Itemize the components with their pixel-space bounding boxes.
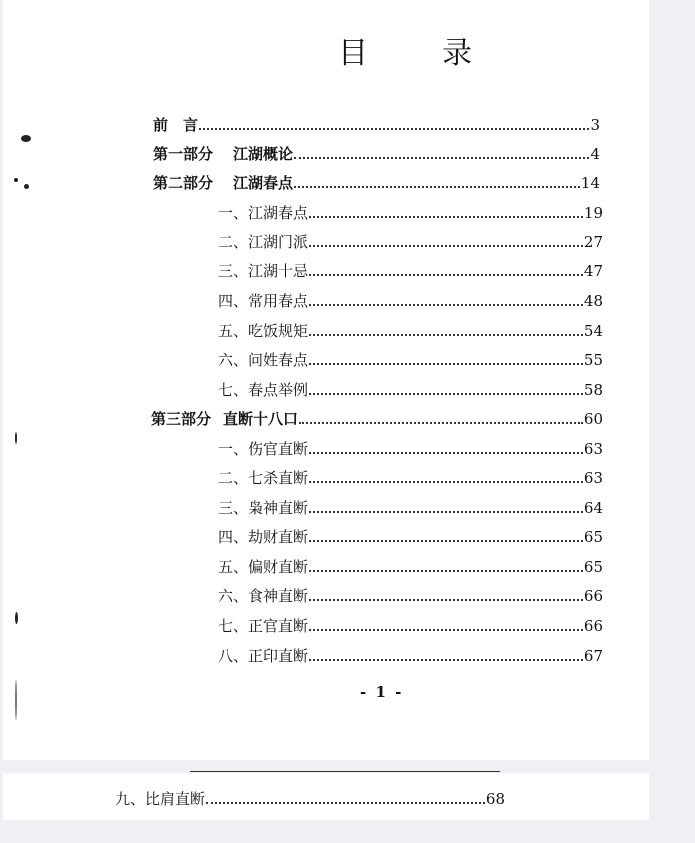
toc-label: 二、七杀直断 xyxy=(218,469,309,487)
toc-label: 七、正官直断 xyxy=(218,617,309,635)
scan-speck xyxy=(21,135,31,142)
toc-page: 65 xyxy=(583,558,603,576)
document-page xyxy=(3,0,649,760)
leader-dots xyxy=(309,334,583,336)
toc-page: 14 xyxy=(580,174,600,192)
toc-page: 63 xyxy=(583,440,603,458)
scan-speck xyxy=(14,178,18,182)
toc-page: 55 xyxy=(583,351,603,369)
toc-page: 66 xyxy=(583,587,603,605)
scan-speck xyxy=(15,432,17,444)
toc-label: 三、江湖十忌 xyxy=(218,262,309,280)
toc-page: 3 xyxy=(590,116,600,134)
toc-page: 58 xyxy=(583,381,603,399)
leader-dots xyxy=(309,599,583,601)
toc-page: 60 xyxy=(583,410,603,428)
toc-sublabel: 江湖春点 xyxy=(233,174,294,192)
leader-dots xyxy=(309,659,583,661)
toc-entry xyxy=(153,114,600,136)
toc-label: 一、伤官直断 xyxy=(218,440,309,458)
toc-label: 三、枭神直断 xyxy=(218,499,309,517)
toc-entry xyxy=(218,379,603,401)
leader-dots xyxy=(309,452,583,454)
scan-speck xyxy=(24,184,29,189)
toc-page: 67 xyxy=(583,647,603,665)
toc-page: 47 xyxy=(583,262,603,280)
leader-dots xyxy=(294,157,589,159)
toc-entry xyxy=(218,467,603,489)
leader-dots xyxy=(309,245,583,247)
toc-page: 4 xyxy=(590,145,600,163)
leader-dots xyxy=(309,511,583,513)
toc-label: 八、正印直断 xyxy=(218,647,309,665)
scan-speck xyxy=(15,680,17,720)
toc-page: 66 xyxy=(583,617,603,635)
page-title: 目 录 xyxy=(338,36,494,71)
toc-label: 五、偏财直断 xyxy=(218,558,309,576)
toc-label: 第一部分 xyxy=(153,145,214,163)
toc-entry xyxy=(153,172,600,194)
toc-page: 64 xyxy=(583,499,603,517)
toc-entry xyxy=(153,143,600,165)
divider-line xyxy=(190,771,500,772)
toc-label: 第三部分 xyxy=(151,410,212,428)
leader-dots xyxy=(206,802,485,804)
toc-label: 七、春点举例 xyxy=(218,381,309,399)
toc-entry xyxy=(218,526,603,548)
toc-entry xyxy=(218,497,603,519)
toc-entry xyxy=(218,438,603,460)
toc-page: 48 xyxy=(583,292,603,310)
toc-entry xyxy=(218,556,603,578)
leader-dots xyxy=(309,216,583,218)
toc-label: 九、比肩直断 xyxy=(115,790,206,808)
leader-dots xyxy=(309,393,583,395)
scan-speck xyxy=(15,612,18,624)
toc-label: 第二部分 xyxy=(153,174,214,192)
toc-label: 五、吃饭规矩 xyxy=(218,322,309,340)
toc-entry xyxy=(218,260,603,282)
leader-dots xyxy=(309,304,583,306)
leader-dots xyxy=(309,540,583,542)
next-page-preview xyxy=(3,773,649,820)
toc-label: 六、问姓春点 xyxy=(218,351,309,369)
leader-dots xyxy=(309,363,583,365)
leader-dots xyxy=(309,274,583,276)
toc-page: 54 xyxy=(583,322,603,340)
toc-page: 68 xyxy=(485,790,505,808)
toc-label: 一、江湖春点 xyxy=(218,204,309,222)
leader-dots xyxy=(309,570,583,572)
toc-page: 63 xyxy=(583,469,603,487)
leader-dots xyxy=(309,481,583,483)
toc-entry xyxy=(115,788,505,810)
toc-entry xyxy=(218,231,603,253)
leader-dots xyxy=(199,128,589,130)
toc-label: 前 言 xyxy=(153,116,199,134)
toc-label: 六、食神直断 xyxy=(218,587,309,605)
toc-label: 四、劫财直断 xyxy=(218,528,309,546)
toc-page: 65 xyxy=(583,528,603,546)
toc-sublabel: 直断十八口 xyxy=(223,410,299,428)
toc-entry xyxy=(218,585,603,607)
leader-dots xyxy=(299,422,583,424)
toc-page: 19 xyxy=(583,204,603,222)
toc-page: 27 xyxy=(583,233,603,251)
toc-entry xyxy=(218,615,603,637)
toc-label: 二、江湖门派 xyxy=(218,233,309,251)
toc-sublabel: 江湖概论 xyxy=(233,145,294,163)
leader-dots xyxy=(309,629,583,631)
toc-entry xyxy=(218,645,603,667)
toc-entry xyxy=(218,202,603,224)
page-number: - 1 - xyxy=(360,683,404,701)
toc-label: 四、常用春点 xyxy=(218,292,309,310)
toc-entry xyxy=(218,349,603,371)
toc-entry xyxy=(151,408,603,430)
leader-dots xyxy=(294,186,580,188)
toc-entry xyxy=(218,290,603,312)
toc-entry xyxy=(218,320,603,342)
